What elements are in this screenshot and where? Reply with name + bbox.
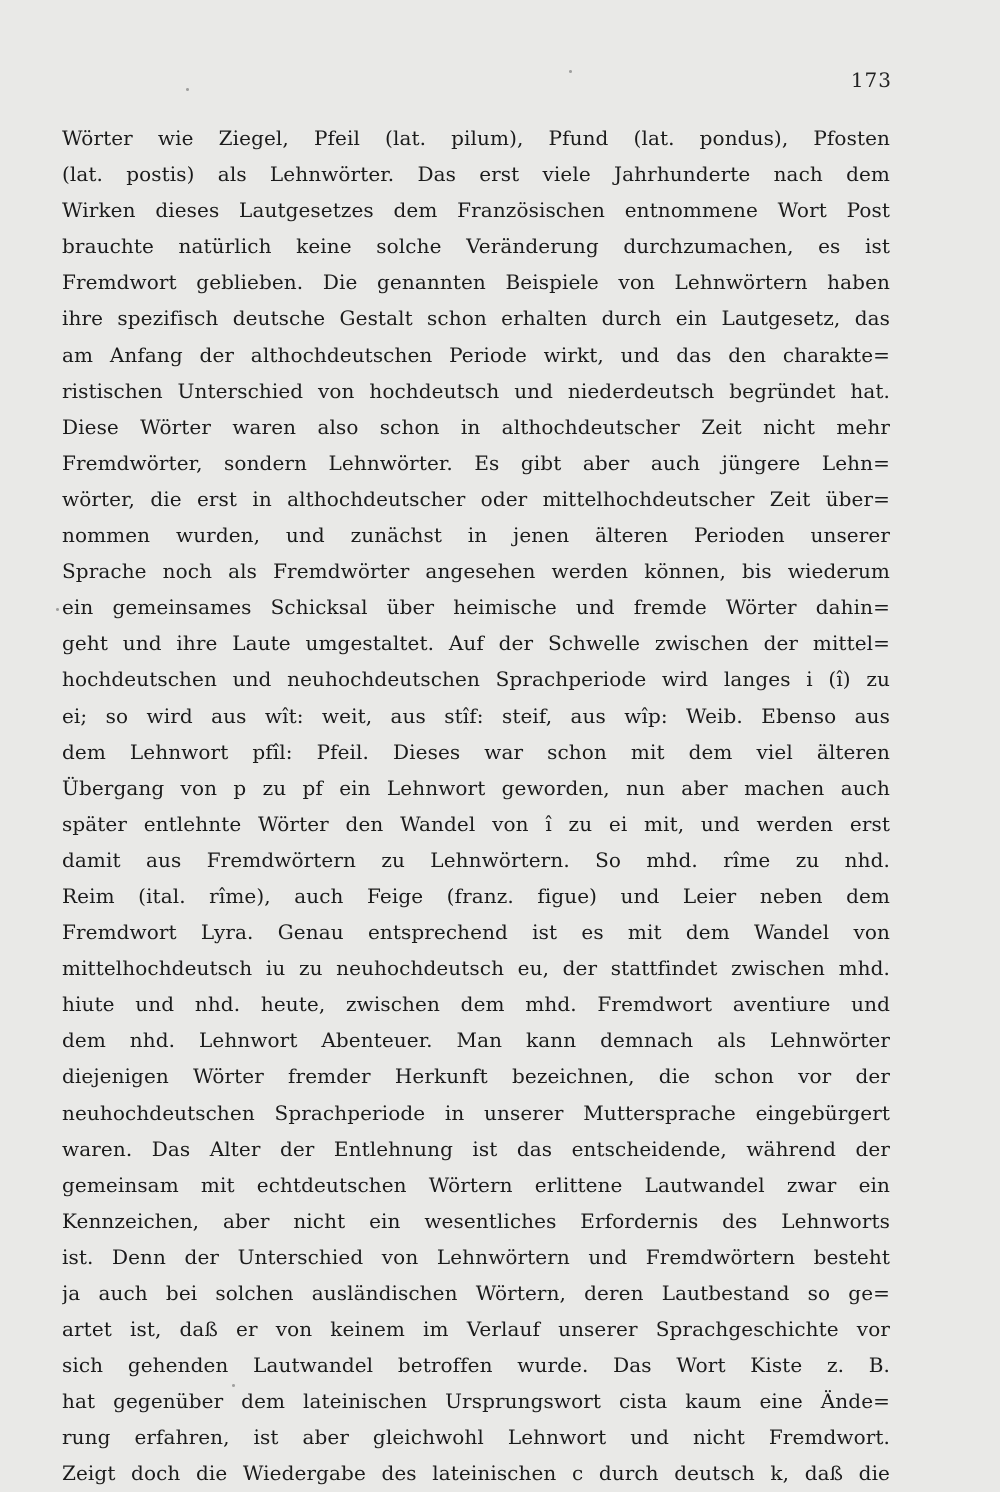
text-line: Diese Wörter waren also schon in althochdeutscher Zeit nicht mehr <box>62 414 890 439</box>
text-line: mittelhochdeutsch iu zu neuhochdeutsch eu, der stattfindet zwischen mhd. <box>62 956 890 981</box>
text-line: ristischen Unterschied von hochdeutsch und niederdeutsch begründet hat. <box>62 378 890 403</box>
text-line: hat gegenüber dem lateinischen Ursprungswort cista kaum eine Ände= <box>62 1389 890 1414</box>
text-line: Wörter wie Ziegel, Pfeil (lat. pilum), Pfund (lat. pondus), Pfosten <box>62 126 890 150</box>
page-number: 173 <box>850 68 892 92</box>
text-line: ein gemeinsames Schicksal über heimische und fremde Wörter dahin= <box>62 595 890 620</box>
text-line: damit aus Fremdwörtern zu Lehnwörtern. So mhd. rîme zu nhd. <box>62 847 890 872</box>
text-line: artet ist, daß er von keinem im Verlauf unserer Sprachgeschichte vor <box>62 1317 890 1342</box>
text-line: ja auch bei solchen ausländischen Wörtern, deren Lautbestand so ge= <box>62 1281 890 1305</box>
text-line: ist. Denn der Unterschied von Lehnwörtern und Fremdwörtern besteht <box>62 1244 890 1269</box>
text-line: Wirken dieses Lautgesetzes dem Französischen entnommene Wort Post <box>62 198 890 223</box>
paper-speck <box>232 1384 235 1387</box>
text-line: gemeinsam mit echtdeutschen Wörtern erlittene Lautwandel zwar ein <box>62 1172 890 1197</box>
text-line: diejenigen Wörter fremder Herkunft bezeichnen, die schon vor der <box>62 1064 890 1089</box>
text-line: später entlehnte Wörter den Wandel von î zu ei mit, und werden erst <box>62 811 890 836</box>
text-line: ihre spezifisch deutsche Gestalt schon erhalten durch ein Lautgesetz, das <box>62 306 890 331</box>
text-line: rung erfahren, ist aber gleichwohl Lehnwort und nicht Fremdwort. <box>62 1425 890 1450</box>
text-line: dem Lehnwort pfîl: Pfeil. Dieses war schon mit dem viel älteren <box>62 739 890 764</box>
text-line: Sprache noch als Fremdwörter angesehen werden können, bis wiederum <box>62 559 890 584</box>
text-line: am Anfang der althochdeutschen Periode wirkt, und das den charakte= <box>62 342 890 367</box>
text-line: geht und ihre Laute umgestaltet. Auf der Schwelle zwischen der mittel= <box>62 631 890 656</box>
body-text <box>62 120 890 1492</box>
text-line: dem nhd. Lehnwort Abenteuer. Man kann demnach als Lehnwörter <box>62 1028 890 1053</box>
paper-speck <box>186 88 189 91</box>
text-line: nommen wurden, und zunächst in jenen älteren Perioden unserer <box>62 523 890 548</box>
text-line: sich gehenden Lautwandel betroffen wurde. Das Wort Kiste z. B. <box>62 1353 890 1378</box>
text-line: neuhochdeutschen Sprachperiode in unserer Muttersprache eingebürgert <box>62 1100 890 1125</box>
text-line: hiute und nhd. heute, zwischen dem mhd. Fremdwort aventiure und <box>62 992 890 1017</box>
text-line: Übergang von p zu pf ein Lehnwort geworden, nun aber machen auch <box>62 775 890 800</box>
text-line: wörter, die erst in althochdeutscher oder mittelhochdeutscher Zeit über= <box>62 486 890 511</box>
text-line: ei; so wird aus wît: weit, aus stîf: steif, aus wîp: Weib. Ebenso aus <box>62 703 890 728</box>
text-line: (lat. postis) als Lehnwörter. Das erst viele Jahrhunderte nach dem <box>62 162 890 187</box>
text-line: hochdeutschen und neuhochdeutschen Sprachperiode wird langes i (î) zu <box>62 667 890 692</box>
text-line: waren. Das Alter der Entlehnung ist das entscheidende, während der <box>62 1136 890 1161</box>
text-line: Reim (ital. rîme), auch Feige (franz. figue) und Leier neben dem <box>62 883 890 908</box>
text-line: Fremdwörter, sondern Lehnwörter. Es gibt aber auch jüngere Lehn= <box>62 450 890 475</box>
text-line: Fremdwort geblieben. Die genannten Beispiele von Lehnwörtern haben <box>62 270 890 295</box>
paper-speck <box>569 70 572 73</box>
text-line: Fremdwort Lyra. Genau entsprechend ist es mit dem Wandel von <box>62 920 890 945</box>
text-line: brauchte natürlich keine solche Veränderung durchzumachen, es ist <box>62 234 890 259</box>
text-line: Zeigt doch die Wiedergabe des lateinischen c durch deutsch k, daß die <box>62 1461 890 1486</box>
text-line: Kennzeichen, aber nicht ein wesentliches Erfordernis des Lehnworts <box>62 1208 890 1233</box>
paper-speck <box>56 608 59 611</box>
